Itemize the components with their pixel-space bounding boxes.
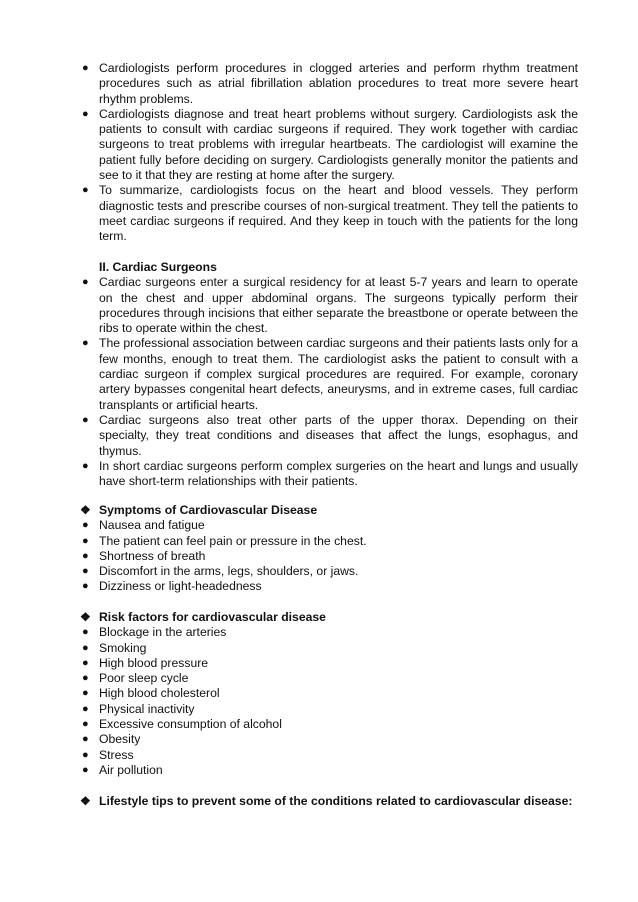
list-item-text: High blood cholesterol (99, 686, 220, 701)
bullet-icon: ● (82, 763, 89, 776)
bullet-icon: ● (82, 62, 89, 74)
symptoms-section (80, 503, 578, 595)
list-item-text: Smoking (99, 640, 147, 655)
list-item-text: Blockage in the arteries (99, 625, 227, 640)
diamond-icon: ❖ (80, 794, 91, 808)
diamond-icon: ❖ (80, 503, 91, 517)
section-heading (80, 610, 578, 625)
bullet-icon: ● (82, 748, 89, 761)
list-item-text: Dizziness or light-headedness (99, 579, 262, 594)
list-item-text: The professional association between cardiac surgeons and their patients lasts only for a few months, enough to treat them. The cardiologist asks the patient to consult with a cardiac surgeon if complex surgical procedures are required. For example, coronary artery bypasses congenital heart defects, aneurysms, and in extreme cases, full cardiac transplants or artificial hearts. (99, 336, 578, 412)
list-item (80, 641, 578, 656)
section-heading-text: Symptoms of Cardiovascular Disease (99, 503, 318, 517)
list-item-text: Nausea and fatigue (99, 518, 205, 533)
list-item-text: Obesity (99, 732, 141, 747)
bullet-icon: ● (82, 733, 89, 746)
bullet-icon: ● (82, 656, 89, 669)
section-heading: II. Cardiac Surgeons (99, 260, 217, 274)
bullet-icon: ● (82, 459, 89, 472)
list-item-text: Discomfort in the arms, legs, shoulders, or jaws. (99, 564, 359, 579)
bullet-icon: ● (82, 687, 89, 700)
list-item-text: In short cardiac surgeons perform complex surgeries on the heart and lungs and usually have short-term relationships with their patients. (99, 458, 578, 489)
bullet-icon: ● (82, 276, 89, 289)
list-item-text: Cardiologists perform procedures in clogged arteries and perform rhythm treatment procedures such as atrial fibrillation ablation procedures to treat more severe heart rhythm problems. (99, 61, 578, 106)
list-item-text: High blood pressure (99, 655, 209, 670)
list-item (80, 107, 578, 183)
section-heading (80, 794, 578, 809)
list-item-text: Stress (99, 747, 134, 762)
section-heading-text: Risk factors for cardiovascular disease (99, 610, 326, 624)
list-item-text: To summarize, cardiologists focus on the heart and blood vessels. They perform diagnostic tests and prescribe courses of non-surgical treatment. They tell the patients to meet cardiac surgeons if required. And they keep in touch with the patients for the long term. (99, 183, 578, 244)
risk-section (80, 610, 578, 778)
list-item (80, 732, 578, 747)
cardiologist-list (80, 61, 578, 245)
list-item (80, 275, 578, 336)
list-item (80, 336, 578, 412)
surgeons-section (80, 260, 578, 489)
bullet-icon: ● (82, 702, 89, 715)
list-item (80, 61, 578, 107)
list-item (80, 579, 578, 594)
bullet-icon: ● (82, 641, 89, 654)
diamond-icon: ❖ (80, 610, 91, 624)
list-item-text: Excessive consumption of alcohol (99, 717, 282, 732)
bullet-icon: ● (82, 337, 89, 350)
list-item-text: Air pollution (99, 762, 163, 777)
bullet-icon: ● (82, 107, 89, 120)
list-item (80, 763, 578, 778)
list-item (80, 183, 578, 244)
list-item (80, 534, 578, 549)
section-heading (80, 503, 578, 518)
list-item (80, 459, 578, 490)
list-item-text: The patient can feel pain or pressure in the chest. (99, 533, 367, 548)
list-item-text: Physical inactivity (99, 701, 195, 716)
list-item-text: Cardiac surgeons enter a surgical residency for at least 5-7 years and learn to operate on the chest and upper abdominal organs. The surgeons typically perform their procedures through incisions that either separate the breastbone or operate between the ribs to operate within the chest. (99, 275, 578, 336)
list-item (80, 549, 578, 564)
list-item (80, 717, 578, 732)
list-item-text: Cardiologists diagnose and treat heart problems without surgery. Cardiologists ask the patients to consult with cardiac surgeons if required. They work together with cardiac surgeons to treat problems with irregular heartbeats. The cardiologist will examine the patient fully before deciding on surgery. Cardiologists generally monitor the patients and see to it that they are resting at home after the surgery. (99, 106, 578, 183)
list-item (80, 413, 578, 459)
list-item (80, 702, 578, 717)
list-item-text: Poor sleep cycle (99, 671, 189, 686)
bullet-icon: ● (82, 626, 89, 639)
bullet-icon: ● (82, 565, 89, 578)
list-item (80, 518, 578, 533)
bullet-icon: ● (82, 672, 89, 685)
bullet-icon: ● (82, 534, 89, 547)
list-item (80, 656, 578, 671)
list-item (80, 748, 578, 763)
list-item (80, 686, 578, 701)
bullet-icon: ● (82, 580, 89, 593)
section-heading-text: Lifestyle tips to prevent some of the conditions related to cardiovascular disease: (99, 794, 573, 808)
list-item-text: Shortness of breath (99, 548, 206, 563)
list-item (80, 625, 578, 640)
bullet-icon: ● (82, 549, 89, 562)
list-item (80, 564, 578, 579)
list-item (80, 671, 578, 686)
bullet-icon: ● (82, 413, 89, 426)
bullet-icon: ● (82, 184, 89, 197)
bullet-icon: ● (82, 718, 89, 731)
list-item-text: Cardiac surgeons also treat other parts of the upper thorax. Depending on their specialty, they treat conditions and diseases that affect the lungs, esophagus, and thymus. (99, 412, 578, 458)
bullet-icon: ● (82, 519, 89, 532)
lifestyle-section (80, 794, 578, 809)
